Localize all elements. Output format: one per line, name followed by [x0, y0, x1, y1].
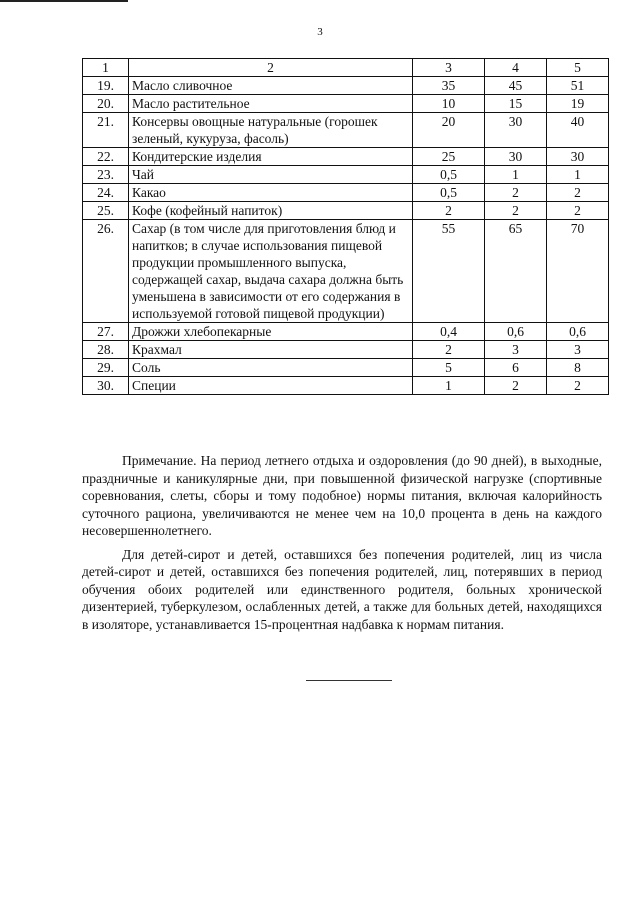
value-col4: 15 — [485, 95, 547, 113]
header-cell: 4 — [485, 59, 547, 77]
value-col3: 55 — [413, 220, 485, 323]
table-row — [83, 166, 609, 184]
value-col4: 2 — [485, 202, 547, 220]
value-col4: 30 — [485, 148, 547, 166]
value-col3: 0,5 — [413, 166, 485, 184]
end-of-document-rule — [306, 680, 392, 681]
product-name: Масло сливочное — [129, 77, 413, 95]
value-col4: 2 — [485, 184, 547, 202]
product-name: Сахар (в том числе для приготовления блюд и напитков; в случае использования пищевой продукции промышленного выпуска, содержащей сахар, выдача сахара должна быть уменьшена в зависимости от его содержания в используемой готовой пищевой продукции) — [129, 220, 413, 323]
product-name: Кофе (кофейный напиток) — [129, 202, 413, 220]
note-paragraph-1: Примечание. На период летнего отдыха и оздоровления (до 90 дней), в выходные, праздничные и каникулярные дни, при повышенной физической нагрузке (спортивные соревнования, слеты, сборы и тому подобное) нормы питания, включая калорийность суточного рациона, увеличиваются не менее чем на 10,0 процента в день на каждого несовершеннолетнего. — [82, 453, 602, 538]
value-col5: 2 — [547, 377, 609, 395]
page-number: 3 — [317, 26, 323, 38]
value-col3: 5 — [413, 359, 485, 377]
table-row — [83, 220, 609, 323]
row-number: 19. — [83, 77, 129, 95]
value-col3: 2 — [413, 341, 485, 359]
value-col5: 19 — [547, 95, 609, 113]
value-col5: 70 — [547, 220, 609, 323]
value-col3: 25 — [413, 148, 485, 166]
table-row — [83, 184, 609, 202]
top-left-rule — [0, 0, 128, 2]
note-paragraph-2: Для детей-сирот и детей, оставшихся без попечения родителей, лиц из числа детей-сирот и детей, оставшихся без попечения родителей, лиц, потерявших в период обучения обоих родителей или единственного родителя, больных хронической дизентерией, туберкулезом, ослабленных детей, а также для больных детей, находящихся в изоляторе, устанавливается 15-процентная надбавка к нормам питания. — [82, 546, 602, 632]
value-col5: 0,6 — [547, 323, 609, 341]
row-number: 24. — [83, 184, 129, 202]
table-row — [83, 341, 609, 359]
value-col3: 0,5 — [413, 184, 485, 202]
row-number: 22. — [83, 148, 129, 166]
value-col4: 1 — [485, 166, 547, 184]
row-number: 29. — [83, 359, 129, 377]
value-col5: 51 — [547, 77, 609, 95]
value-col3: 35 — [413, 77, 485, 95]
product-name: Консервы овощные натуральные (горошек зеленый, кукуруза, фасоль) — [129, 113, 413, 148]
row-number: 20. — [83, 95, 129, 113]
value-col3: 10 — [413, 95, 485, 113]
product-name: Крахмал — [129, 341, 413, 359]
table-row — [83, 202, 609, 220]
product-name: Кондитерские изделия — [129, 148, 413, 166]
value-col4: 65 — [485, 220, 547, 323]
value-col4: 0,6 — [485, 323, 547, 341]
value-col4: 3 — [485, 341, 547, 359]
value-col5: 3 — [547, 341, 609, 359]
header-cell: 1 — [83, 59, 129, 77]
product-name: Соль — [129, 359, 413, 377]
value-col4: 2 — [485, 377, 547, 395]
notes-section — [82, 452, 602, 639]
product-name: Чай — [129, 166, 413, 184]
value-col5: 8 — [547, 359, 609, 377]
table-row — [83, 77, 609, 95]
row-number: 28. — [83, 341, 129, 359]
product-name: Какао — [129, 184, 413, 202]
value-col5: 40 — [547, 113, 609, 148]
table-row — [83, 323, 609, 341]
row-number: 30. — [83, 377, 129, 395]
table-row — [83, 359, 609, 377]
table-row — [83, 113, 609, 148]
value-col5: 2 — [547, 184, 609, 202]
header-cell: 3 — [413, 59, 485, 77]
value-col3: 20 — [413, 113, 485, 148]
product-name: Специи — [129, 377, 413, 395]
product-name: Дрожжи хлебопекарные — [129, 323, 413, 341]
food-norms-table — [82, 58, 609, 395]
table-header-row — [83, 59, 609, 77]
value-col5: 30 — [547, 148, 609, 166]
row-number: 26. — [83, 220, 129, 323]
table-row — [83, 377, 609, 395]
row-number: 21. — [83, 113, 129, 148]
value-col4: 6 — [485, 359, 547, 377]
row-number: 27. — [83, 323, 129, 341]
value-col3: 2 — [413, 202, 485, 220]
header-cell: 5 — [547, 59, 609, 77]
row-number: 25. — [83, 202, 129, 220]
value-col3: 0,4 — [413, 323, 485, 341]
row-number: 23. — [83, 166, 129, 184]
table-row — [83, 148, 609, 166]
value-col5: 2 — [547, 202, 609, 220]
value-col3: 1 — [413, 377, 485, 395]
table-row — [83, 95, 609, 113]
value-col4: 45 — [485, 77, 547, 95]
value-col4: 30 — [485, 113, 547, 148]
value-col5: 1 — [547, 166, 609, 184]
header-cell: 2 — [129, 59, 413, 77]
product-name: Масло растительное — [129, 95, 413, 113]
